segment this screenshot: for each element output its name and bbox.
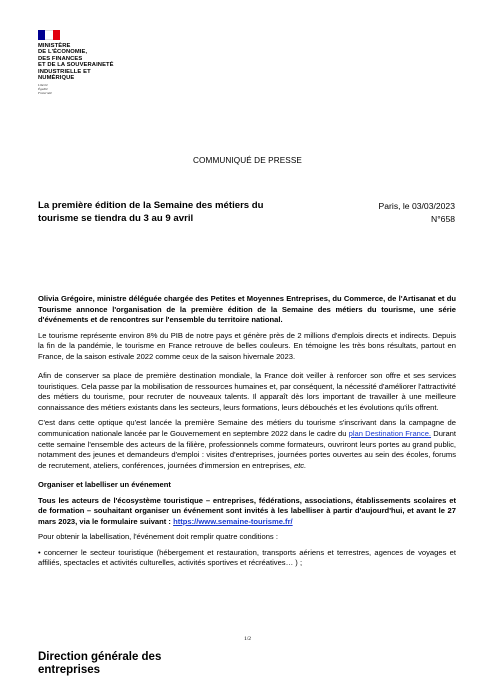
paragraph-1: Le tourisme représente environ 8% du PIB de notre pays et génère près de 2 millions d'emplois directs et indirects. Depuis la fin de la pandémie, le tourisme en France retrouve de belles couleurs. En témoigne les très bons résultats, partout en France, de la saison estivale 2022 comme ceux de la saison hivernale 2023. bbox=[38, 330, 456, 361]
lead-paragraph: Olivia Grégoire, ministre déléguée chargée des Petites et Moyennes Entreprises, du Commerce, de l'Artisanat et du Tourisme annonce l'organisation de la première édition de la Semaine des métiers du tourisme, une série d'événements et de rencontres sur l'ensemble du territoire national. bbox=[38, 294, 456, 325]
paragraph-5: Pour obtenir la labellisation, l'événement doit remplir quatre conditions : bbox=[38, 532, 278, 542]
footer-title: Direction générale des entreprises bbox=[38, 651, 162, 676]
republic-motto: Liberté Égalité Fraternité bbox=[38, 83, 52, 96]
document-body bbox=[38, 294, 456, 569]
plan-destination-france-link[interactable]: plan Destination France. bbox=[348, 429, 432, 439]
french-flag-icon bbox=[38, 30, 60, 40]
paragraph-4: Tous les acteurs de l'écosystème touristique – entreprises, fédérations, associations, établissements scolaires et de formation – souhaitant organiser un événement sont invités à les labelliser à partir d'aujourd'hui, et avant le 27 mars 2023, via le formulaire suivant : https://www.semaine-tourisme.fr/ bbox=[38, 495, 456, 526]
ministry-name: MINISTÈRE DE L'ÉCONOMIE, DES FINANCES ET DE LA SOUVERAINETÉ INDUSTRIELLE ET NUMÉRIQUE bbox=[38, 43, 114, 82]
headline: La première édition de la Semaine des métiers du tourisme se tiendra du 3 au 9 avril bbox=[38, 200, 264, 224]
paragraph-2: Afin de conserver sa place de première destination mondiale, la France doit veiller à renforcer son offre et ses services touristiques. Cela passe par la mobilisation de ressources humaines et, par conséquent, la nécessité d'améliorer l'attractivité des métiers du tourisme, pour recruter de nouveaux talents. Il apparaît dès lors important de travailler à une meilleure connaissance des métiers existants dans les secteurs, leurs formations, leurs débouchés et les évolutions qu'ils offrent. bbox=[38, 371, 456, 412]
page-number: 1/2 bbox=[243, 636, 252, 642]
bullet-item-1: • concerner le secteur touristique (hébergement et restauration, transports aériens et terrestres, agences de voyages et affiliés, spectacles et activités culturelles, activités sportives et récréatives… ) ; bbox=[38, 547, 456, 568]
government-logo bbox=[38, 30, 128, 96]
release-date: Paris, le 03/03/2023 bbox=[378, 201, 455, 211]
date-block bbox=[379, 200, 455, 225]
release-number: N°658 bbox=[431, 213, 455, 224]
semaine-tourisme-link[interactable]: https://www.semaine-tourisme.fr/ bbox=[173, 516, 293, 526]
press-release-label: COMMUNIQUÉ DE PRESSE bbox=[193, 156, 302, 165]
paragraph-3: C'est dans cette optique qu'est lancée la première Semaine des métiers du tourisme s'inscrivant dans la campagne de communication nationale lancée par le Gouvernement en septembre 2022 dans le cadre du plan Destination France. Durant cette semaine l'ensemble des acteurs de la filière, professionnels comme formateurs, ouvriront leurs portes au grand public, notamment des jeunes et demandeurs d'emploi : visites d'entreprises, journées portes ouvertes au sein des écoles, forums de recrutement, ateliers, conférences, journées d'immersion en entreprises, etc. bbox=[38, 418, 457, 470]
section-title: Organiser et labelliser un événement bbox=[38, 479, 171, 489]
